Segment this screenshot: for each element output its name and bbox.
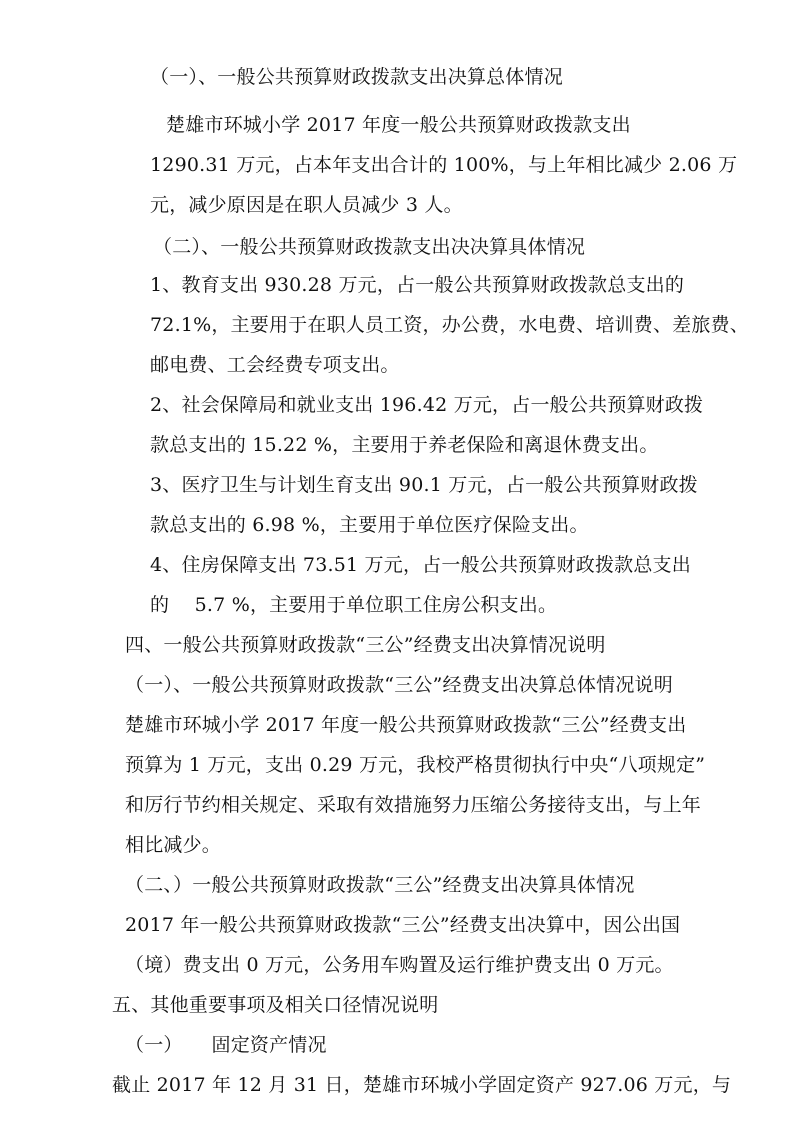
paragraph-line: 和厉行节约相关规定、采取有效措施努力压缩公务接待支出，与上年 bbox=[125, 794, 702, 816]
paragraph-line: （境）费支出 0 万元，公务用车购置及运行维护费支出 0 万元。 bbox=[125, 954, 674, 976]
paragraph-line: 2、社会保障局和就业支出 196.42 万元，占一般公共预算财政拨 bbox=[150, 394, 704, 416]
section-heading-three-public: 四、一般公共预算财政拨款“三公”经费支出决算情况说明 bbox=[125, 634, 606, 656]
paragraph-line: 1、教育支出 930.28 万元，占一般公共预算财政拨款总支出的 bbox=[150, 274, 685, 296]
paragraph-line: 款总支出的 15.22 %，主要用于养老保险和离退休费支出。 bbox=[150, 434, 659, 456]
paragraph-line: 4、住房保障支出 73.51 万元，占一般公共预算财政拨款总支出 bbox=[150, 554, 691, 576]
subheading-fixed-assets: （一） 固定资产情况 bbox=[125, 1034, 327, 1056]
paragraph-line: 预算为 1 万元，支出 0.29 万元，我校严格贯彻执行中央“八项规定” bbox=[125, 754, 706, 776]
paragraph-line: 款总支出的 6.98 %，主要用于单位医疗保险支出。 bbox=[150, 514, 589, 536]
paragraph-line: 的 5.7 %，主要用于单位职工住房公积支出。 bbox=[150, 594, 558, 616]
paragraph-line: 元，减少原因是在职人员减少 3 人。 bbox=[150, 194, 463, 216]
paragraph-line: 相比减少。 bbox=[125, 834, 222, 856]
paragraph-line: 截止 2017 年 12 月 31 日，楚雄市环城小学固定资产 927.06 万元，与 bbox=[112, 1074, 732, 1096]
paragraph-line: 72.1%，主要用于在职人员工资，办公费，水电费、培训费、差旅费、 bbox=[150, 314, 749, 336]
heading-general-budget-overview: （一）、一般公共预算财政拨款支出决算总体情况 bbox=[150, 66, 563, 88]
subheading-three-public-details: （二、）一般公共预算财政拨款“三公”经费支出决算具体情况 bbox=[125, 874, 635, 896]
paragraph-line: 邮电费、工会经费专项支出。 bbox=[150, 354, 400, 376]
paragraph-line: 楚雄市环城小学 2017 年度一般公共预算财政拨款“三公”经费支出 bbox=[125, 714, 687, 736]
paragraph-line: 1290.31 万元，占本年支出合计的 100%，与上年相比减少 2.06 万 bbox=[150, 154, 738, 176]
section-heading-other-matters: 五、其他重要事项及相关口径情况说明 bbox=[112, 994, 439, 1016]
paragraph-line: 2017 年一般公共预算财政拨款“三公”经费支出决算中，因公出国 bbox=[125, 914, 681, 936]
subheading-three-public-overview: （一）、一般公共预算财政拨款“三公”经费支出决算总体情况说明 bbox=[125, 674, 673, 696]
paragraph-line: 3、医疗卫生与计划生育支出 90.1 万元，占一般公共预算财政拨 bbox=[150, 474, 698, 496]
paragraph-line: 楚雄市环城小学 2017 年度一般公共预算财政拨款支出 bbox=[166, 114, 631, 136]
heading-general-budget-details: （二）、一般公共预算财政拨款支出决决算具体情况 bbox=[153, 236, 586, 258]
